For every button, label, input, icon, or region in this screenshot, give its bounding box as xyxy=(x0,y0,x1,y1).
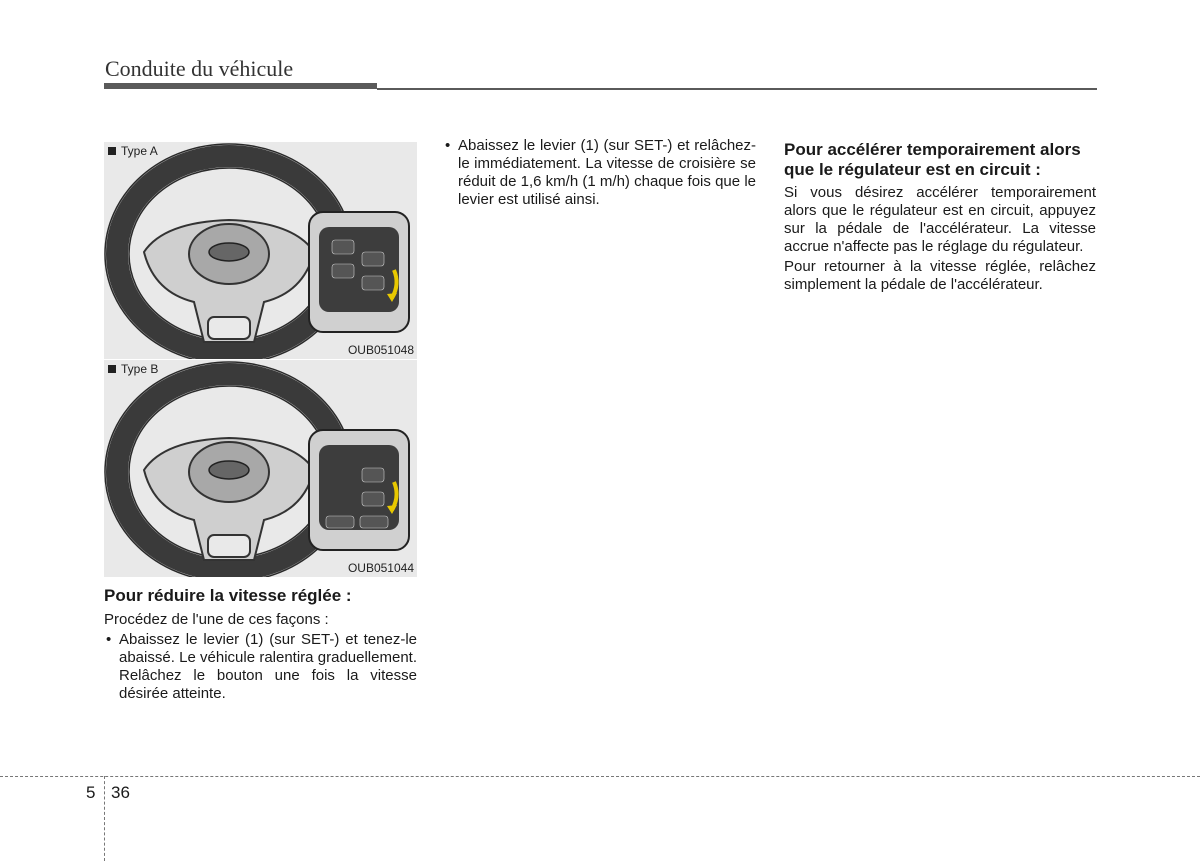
section-heading-accelerate: Pour accélérer temporairement alors que le régulateur est en circuit : xyxy=(784,140,1081,179)
square-bullet-icon xyxy=(108,147,116,155)
figure-type-label: Type A xyxy=(108,144,158,158)
figure-code: OUB051048 xyxy=(347,343,414,357)
figure-code: OUB051044 xyxy=(347,561,414,575)
figure-type-b xyxy=(104,360,417,577)
intro-paragraph: Procédez de l'une de ces façons : xyxy=(104,611,329,628)
section-number: 5 xyxy=(86,783,96,802)
bullet-item: • Abaissez le levier (1) (sur SET-) et tenez-le abaissé. Le véhicule ralentira graduellement. Relâchez le bouton une fois la vitesse désirée atteinte. xyxy=(104,631,417,703)
paragraph: Si vous désirez accélérer temporairement alors que le régulateur est en circuit, appuyez sur la pédale de l'accélérateur. La vitesse accrue n'affecte pas le réglage du régulateur. xyxy=(784,184,1096,255)
figure-type-a xyxy=(104,142,417,359)
page-number: 36 xyxy=(111,783,130,802)
column-1-text xyxy=(104,586,417,703)
section-heading-reduce-speed: Pour réduire la vitesse réglée : xyxy=(104,586,352,605)
bullet-item: • Abaissez le levier (1) (sur SET-) et relâchez-le immédiatement. La vitesse de croisière se réduit de 1,6 km/h (1 m/h) chaque fois que le levier est utilisé ainsi. xyxy=(443,137,756,209)
footer-vertical-divider xyxy=(104,776,105,861)
page-header-title: Conduite du véhicule xyxy=(105,56,294,81)
header-rule-thick xyxy=(104,83,377,89)
column-2-text xyxy=(443,137,756,209)
header-rule-thin xyxy=(377,88,1097,90)
paragraph: Pour retourner à la vitesse réglée, relâchez simplement la pédale de l'accélérateur. xyxy=(784,258,1096,293)
steering-wheel-illustration-b xyxy=(104,360,417,577)
column-3-text xyxy=(784,140,1096,294)
square-bullet-icon xyxy=(108,365,116,373)
steering-wheel-illustration-a xyxy=(104,142,417,359)
footer-divider xyxy=(0,776,1200,777)
figure-type-label: Type B xyxy=(108,362,158,376)
